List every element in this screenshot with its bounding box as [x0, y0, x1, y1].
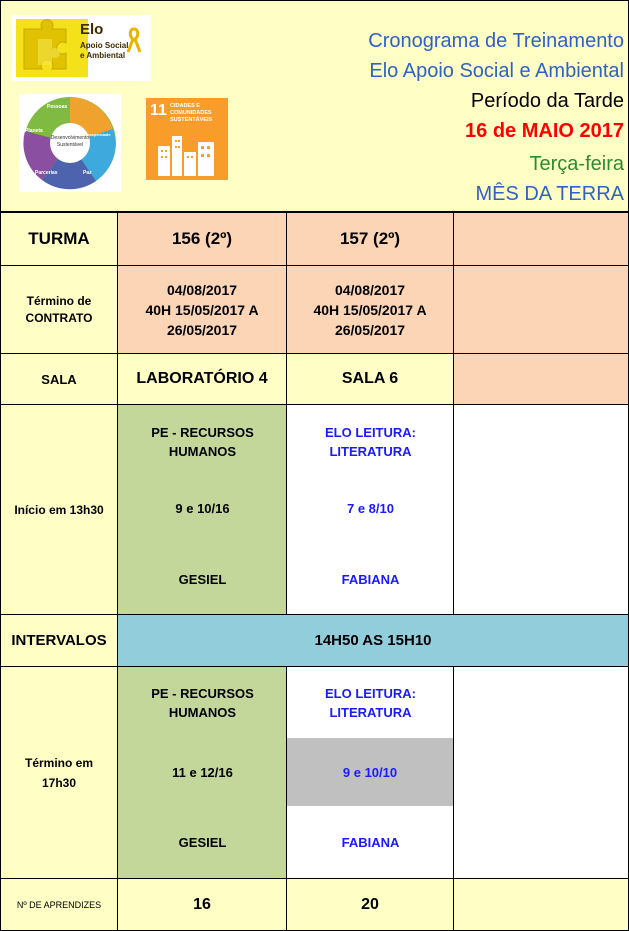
header-weekday: Terça-feira — [529, 153, 624, 175]
end-session-label: Término em 17h30 — [1, 667, 118, 879]
sdg-center-line2: Sustentável — [56, 142, 84, 148]
header-title: Cronograma de Treinamento — [368, 30, 624, 52]
sdg-segment-label: Pessoas — [47, 104, 68, 110]
sdg-center-line1: Desenvolvimento — [50, 135, 90, 141]
apprentices-col2: 20 — [287, 879, 454, 930]
elo-logo-title: Elo — [80, 21, 104, 38]
sdg-segment-label: Parcerias — [35, 170, 58, 176]
city-buildings-icon — [156, 132, 218, 176]
end-col1-subject: PE - RECURSOS HUMANOS — [151, 686, 254, 720]
end-col1-classes: 11 e 12/16 — [172, 765, 233, 780]
sdg-11-title: CIDADES E COMUNIDADES SUSTENTÁVEIS — [170, 103, 213, 123]
apprentices-label: Nº DE APRENDIZES — [1, 879, 118, 930]
elo-logo — [12, 15, 151, 81]
apprentices-col1: 16 — [118, 879, 287, 930]
sdg-11-logo — [146, 98, 228, 180]
contract-end-col1: 04/08/2017 40H 15/05/2017 A 26/05/2017 — [118, 266, 287, 354]
sdg-segment-label: Paz — [83, 170, 92, 176]
start-col2-classes: 7 e 8/10 — [347, 501, 394, 516]
elo-logo-line1: Apoio Social — [80, 41, 129, 50]
turma-col1: 156 (2º) — [118, 213, 287, 266]
end-col2-teacher: FABIANA — [341, 835, 400, 850]
apprentices-col3-empty — [454, 879, 628, 930]
header-date: 16 de MAIO 2017 — [465, 120, 624, 142]
start-session-label: Início em 13h30 — [1, 405, 118, 615]
start-col2-subject: ELO LEITURA: LITERATURA — [325, 425, 416, 459]
start-col2-teacher: FABIANA — [341, 572, 400, 587]
start-session-col2 — [287, 405, 454, 615]
start-col1-classes: 9 e 10/16 — [175, 501, 230, 516]
room-col1: LABORATÓRIO 4 — [118, 354, 287, 405]
end-session-col2 — [287, 667, 454, 879]
header-organization: Elo Apoio Social e Ambiental — [369, 60, 624, 82]
puzzle-icon — [16, 19, 88, 77]
ribbon-icon — [127, 27, 141, 53]
start-col1-teacher: GESIEL — [178, 572, 227, 587]
header-period: Período da Tarde — [470, 90, 624, 112]
room-label: SALA — [1, 354, 118, 405]
end-col1-teacher: GESIEL — [178, 835, 227, 850]
end-session-col1 — [118, 667, 287, 879]
end-col2-classes: 9 e 10/10 — [287, 738, 453, 806]
contract-end-col3-empty — [454, 266, 628, 354]
start-session-col1 — [118, 405, 287, 615]
turma-col2: 157 (2º) — [287, 213, 454, 266]
end-col2-subject: ELO LEITURA: LITERATURA — [325, 686, 416, 720]
end-session-col3-empty — [454, 667, 628, 879]
turma-col3-empty — [454, 213, 628, 266]
header — [1, 1, 628, 211]
turma-label: TURMA — [1, 213, 118, 266]
sdg-segment-label: Prosperidade — [85, 132, 111, 137]
room-col3-empty — [454, 354, 628, 405]
start-col1-subject: PE - RECURSOS HUMANOS — [151, 425, 254, 459]
contract-end-col2: 04/08/2017 40H 15/05/2017 A 26/05/2017 — [287, 266, 454, 354]
break-label: INTERVALOS — [1, 615, 118, 667]
contract-end-label: Término de CONTRATO — [1, 266, 118, 354]
header-theme: MÊS DA TERRA — [475, 183, 624, 205]
sustainable-development-logo — [19, 94, 121, 192]
sdg-segment-label: Planeta — [25, 128, 43, 134]
sdg-11-number: 11 — [150, 102, 167, 119]
room-col2: SALA 6 — [287, 354, 454, 405]
start-session-col3-empty — [454, 405, 628, 615]
break-time: 14H50 AS 15H10 — [118, 615, 628, 667]
elo-logo-line2: e Ambiental — [80, 51, 126, 60]
